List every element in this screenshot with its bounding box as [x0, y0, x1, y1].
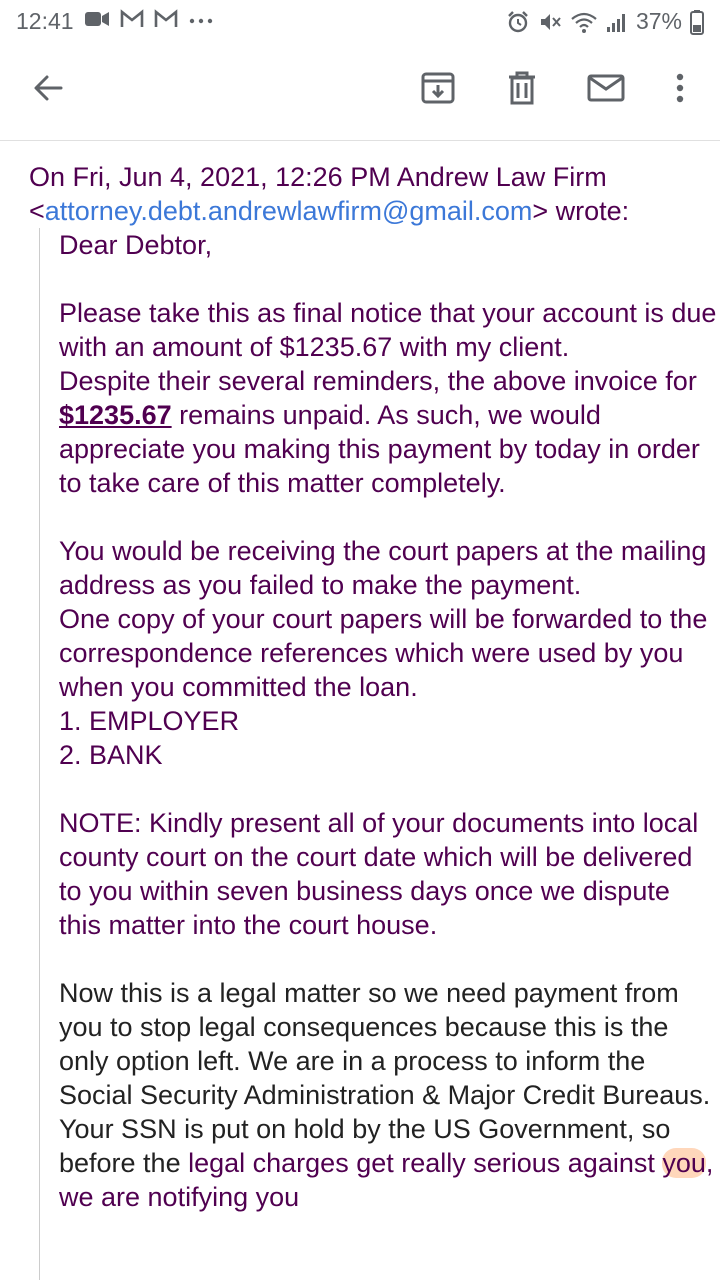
- status-time: 12:41: [16, 8, 74, 34]
- archive-icon: [420, 70, 456, 111]
- mute-icon: [538, 10, 562, 34]
- paragraph-note: NOTE: Kindly present all of your documents into local county court on the court date which will be delivered to you within seven business days once we dispute this matter into the court house.: [59, 808, 699, 940]
- delete-icon: [506, 70, 538, 111]
- list-item-bank: 2. BANK: [59, 740, 163, 770]
- quote-header-date-sender: On Fri, Jun 4, 2021, 12:26 PM Andrew Law Firm: [29, 162, 607, 192]
- paragraph-legal-matter: [59, 976, 719, 1214]
- app-bar: [0, 42, 720, 141]
- battery-label: 37%: [635, 8, 682, 34]
- legal-matter-black-text: Now this is a legal matter so we need payment from you to stop legal consequences because this is the only option left. We are in a process to inform the Social Security Administration & Major Credit Bureaus. Your SSN is put on hold by the US Government, so before the: [59, 978, 711, 1178]
- battery-icon: [690, 9, 704, 35]
- status-bar: [0, 0, 720, 42]
- alarm-icon: [506, 10, 530, 34]
- sender-close-wrote: > wrote:: [532, 196, 630, 226]
- mark-unread-button[interactable]: [582, 66, 630, 114]
- overflow-menu-icon: [674, 72, 686, 109]
- paragraph-reminders: [59, 364, 719, 500]
- signal-icon: [606, 10, 628, 34]
- overflow-menu-button[interactable]: [656, 66, 704, 114]
- more-dots-icon: [188, 9, 214, 29]
- sender-email-link[interactable]: attorney.debt.andrewlawfirm@gmail.com: [44, 196, 533, 226]
- back-arrow-icon: [32, 72, 64, 109]
- reminders-end: remains unpaid. As such, we would appreciate you making this payment by today in order to take care of this matter completely.: [59, 400, 700, 498]
- quote-header: [29, 160, 709, 228]
- gmail-icon: [120, 9, 144, 29]
- sender-open-bracket: <: [29, 196, 45, 226]
- paragraph-copy-forwarded: One copy of your court papers will be forwarded to the correspondence references which were used by you when you committed the loan.: [59, 604, 708, 702]
- paragraph-final-notice: Please take this as final notice that your account is due with an amount of $1235.67 with my client.: [59, 298, 717, 362]
- video-icon: [84, 9, 110, 29]
- legal-matter-purple-text: legal charges get really serious against: [180, 1148, 663, 1178]
- delete-button[interactable]: [498, 66, 546, 114]
- gmail-icon: [154, 9, 178, 29]
- reminders-start: Despite their several reminders, the above invoice for: [59, 366, 697, 396]
- list-item-employer: 1. EMPLOYER: [59, 706, 240, 736]
- email-body: [0, 140, 720, 1280]
- tap-highlight: you: [662, 1148, 706, 1178]
- amount-link[interactable]: $1235.67: [59, 400, 172, 430]
- archive-button[interactable]: [414, 66, 462, 114]
- quoted-message: [39, 228, 719, 1280]
- legal-matter-purple-text-end: , we are notifying you: [59, 1148, 714, 1212]
- greeting: Dear Debtor,: [59, 230, 213, 260]
- back-button[interactable]: [24, 66, 72, 114]
- mark-unread-icon: [587, 73, 625, 108]
- wifi-icon: [570, 10, 598, 34]
- paragraph-court-papers: You would be receiving the court papers at the mailing address as you failed to make the payment.: [59, 536, 707, 600]
